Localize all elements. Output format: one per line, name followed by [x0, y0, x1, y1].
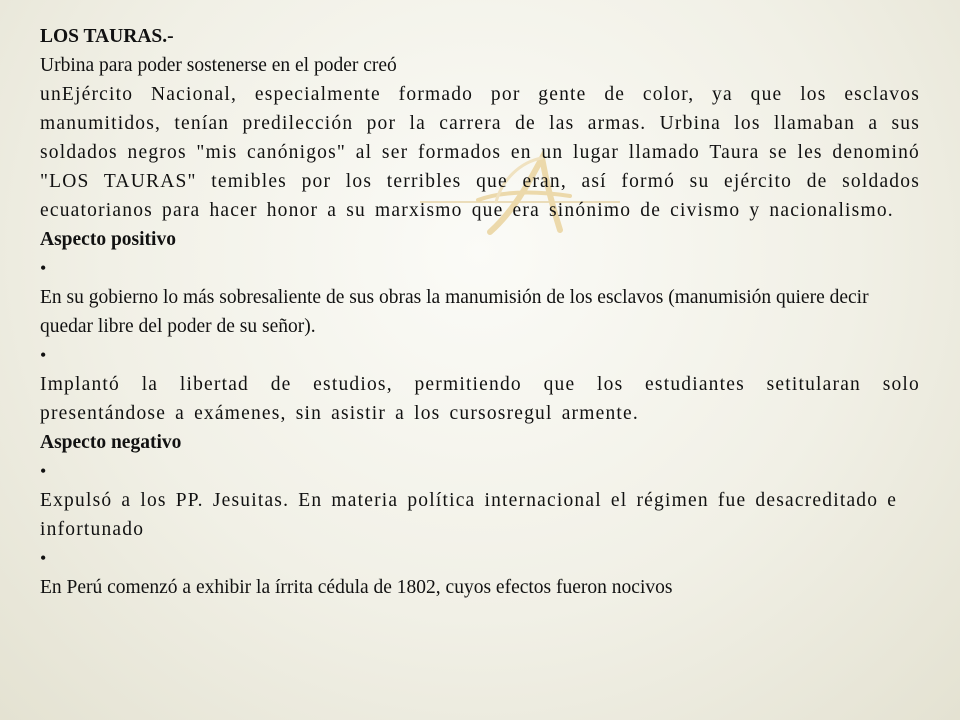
slide-title: LOS TAURAS.-	[40, 26, 174, 47]
negative-item-1: Expulsó a los PP. Jesuitas. En materia política internacional el régimen fue desacreditado e infortunado	[40, 490, 898, 540]
negative-heading: Aspecto negativo	[40, 432, 182, 453]
slide-body	[40, 22, 920, 602]
positive-item-2: Implantó la libertad de estudios, permitiendo que los estudiantes setitularan solo presentándose a exámenes, sin asistir a los cursosregul armente.	[40, 374, 920, 424]
positive-item-1: En su gobierno lo más sobresaliente de sus obras la manumisión de los esclavos (manumisión quiere decir quedar libre del poder de su señor).	[40, 287, 869, 337]
bullet-icon: •	[40, 548, 47, 568]
negative-item-2: En Perú comenzó a exhibir la írrita cédula de 1802, cuyos efectos fueron nocivos	[40, 577, 673, 598]
intro-paragraph: unEjército Nacional, especialmente formado por gente de color, ya que los esclavos manumitidos, tenían predilección por la carrera de las armas. Urbina los llamaban a sus soldados negros "mis canónigos" al ser formados en un lugar llamado Taura se les denominó "LOS TAURAS" temibles por los terribles que eran, así formó su ejército de soldados ecuatorianos para hacer honor a su marxismo que era sinónimo de civismo y nacionalismo.	[40, 84, 920, 221]
bullet-icon: •	[40, 461, 47, 481]
bullet-icon: •	[40, 258, 47, 278]
intro-line: Urbina para poder sostenerse en el poder creó	[40, 55, 397, 76]
positive-heading: Aspecto positivo	[40, 229, 176, 250]
bullet-icon: •	[40, 345, 47, 365]
